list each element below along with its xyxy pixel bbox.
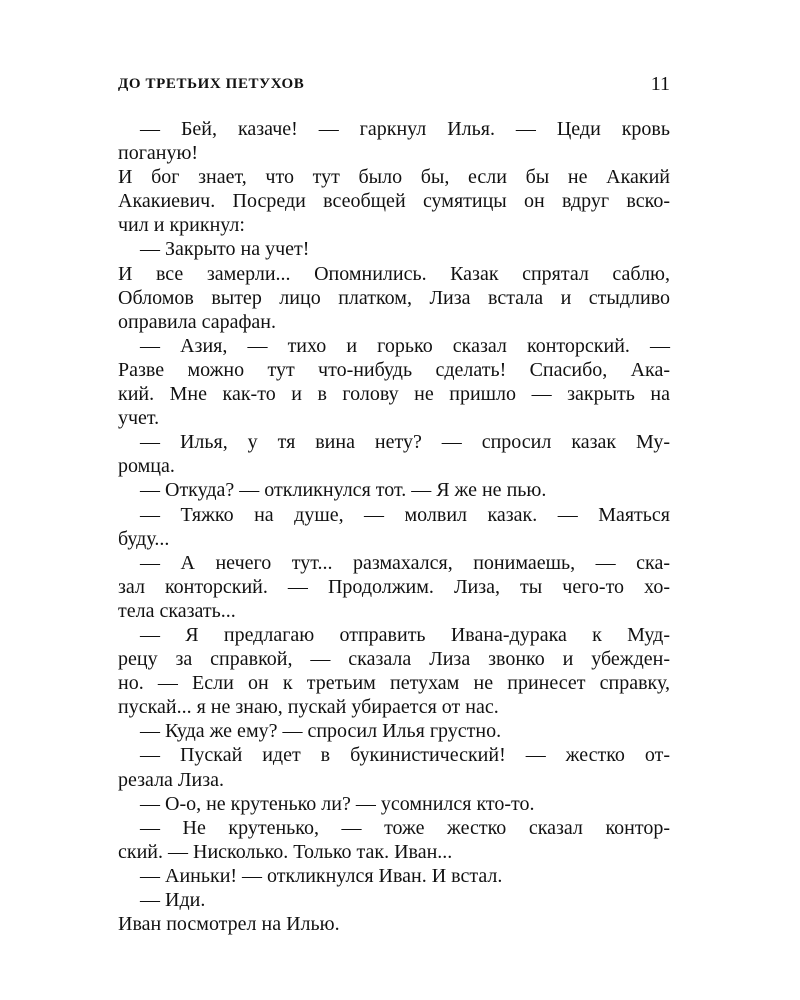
text-line: — А нечего тут... размахался, понимаешь, — ска- [140,551,670,574]
text-line: — Откуда? — откликнулся тот. — Я же не пью. [140,479,547,502]
text-line: тела сказать... [118,599,236,622]
text-line: буду... [118,527,170,550]
running-head [118,73,670,98]
text-line: рецу за справкой, — сказала Лиза звонко и убежден- [118,648,670,671]
text-line: — Илья, у тя вина нету? — спросил казак Му- [140,431,670,454]
text-line: — Азия, — тихо и горько сказал конторский. — [140,334,670,357]
text-line: Акакиевич. Посреди всеобщей сумятицы он вдруг вско- [118,190,670,213]
text-line: учет. [118,407,160,430]
text-line: — Закрыто на учет! [140,238,310,261]
text-line: зал конторский. — Продолжим. Лиза, ты чего-то хо- [118,575,670,598]
text-line: И бог знает, что тут было бы, если бы не Акакий [118,166,670,189]
text-line: — О-о, не крутенько ли? — усомнился кто-то. [140,792,535,815]
text-line: Разве можно тут что-нибудь сделать! Спасибо, Ака- [118,358,670,381]
text-line: пускай... я не знаю, пускай убирается от нас. [118,696,499,719]
text-line: ромца. [118,455,175,478]
text-line: Иван посмотрел на Илью. [118,913,340,936]
text-line: — Аиньки! — откликнулся Иван. И встал. [140,864,503,887]
page-number: 11 [650,73,670,95]
text-line: резала Лиза. [118,768,224,791]
text-line: — Не крутенько, — тоже жестко сказал контор- [140,816,670,839]
text-line: Обломов вытер лицо платком, Лиза встала и стыдливо [118,286,670,309]
running-title: ДО ТРЕТЬИХ ПЕТУХОВ [118,76,305,92]
text-line: — Бей, казаче! — гаркнул Илья. — Цеди кровь [140,118,670,140]
text-line: — Куда же ему? — спросил Илья грустно. [140,720,502,743]
text-line: ский. — Нисколько. Только так. Иван... [118,840,453,863]
text-body [118,117,670,936]
text-line: — Пускай идет в букинистический! — жестко от- [140,744,670,767]
text-line: — Тяжко на душе, — молвил казак. — Маяться [140,503,670,526]
text-line: И все замерли... Опомнились. Казак спрятал саблю, [118,262,670,285]
text-line: оправила сарафан. [118,310,276,333]
text-line: чил и крикнул: [118,214,245,237]
text-line: — Я предлагаю отправить Ивана-дурака к Муд- [140,623,670,646]
text-line: но. — Если он к третьим петухам не принесет справку, [118,672,670,695]
text-line: кий. Мне как-то и в голову не пришло — закрыть на [118,383,670,406]
text-line: поганую! [118,142,199,165]
text-line: — Иди. [140,889,206,911]
